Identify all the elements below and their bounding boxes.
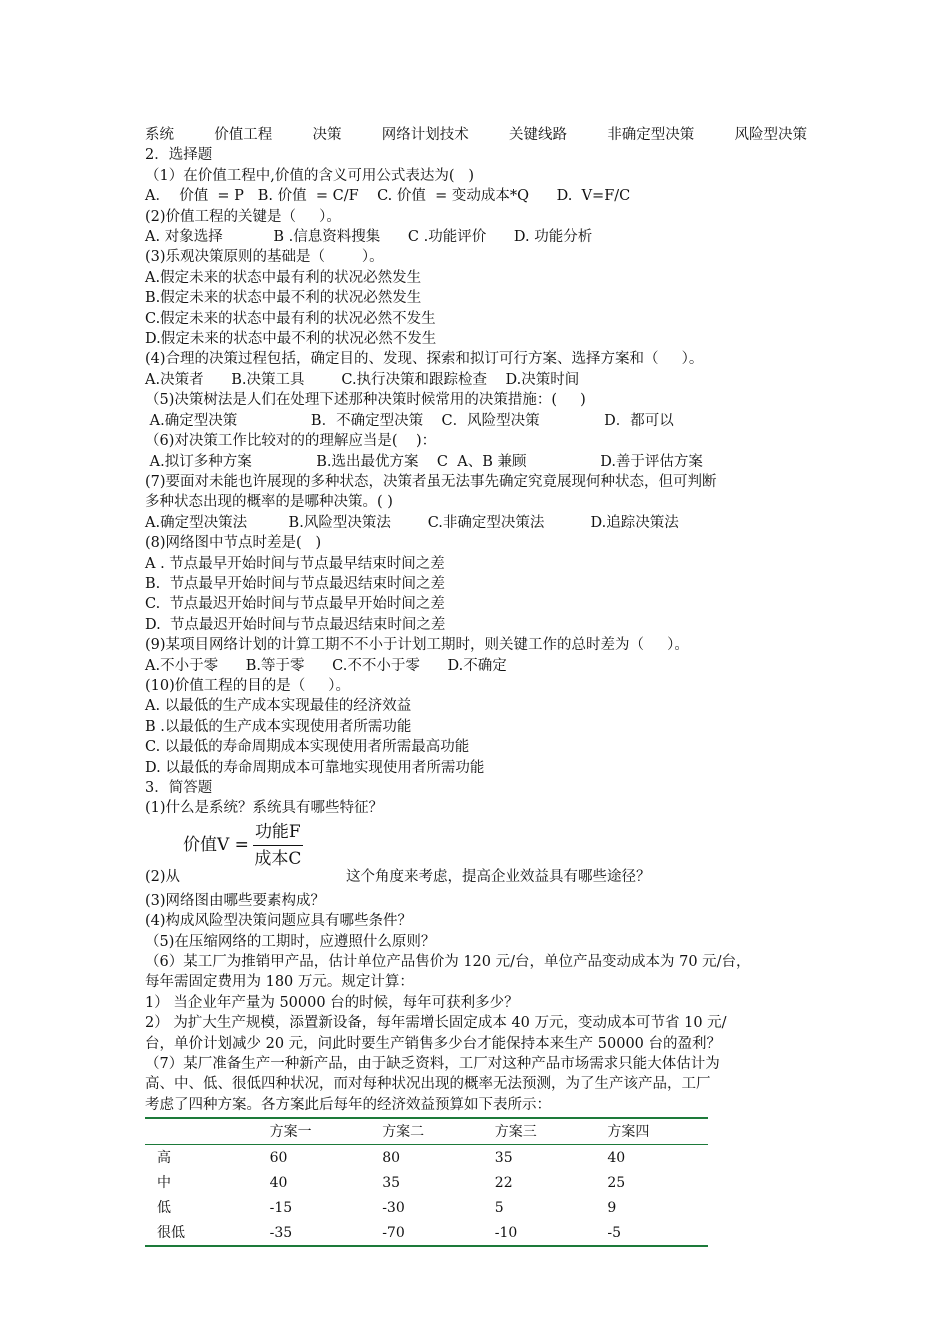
table-cell: 低 xyxy=(157,1199,171,1216)
question-line: 多种状态出现的概率的是哪种决策。( ) xyxy=(145,494,393,511)
document-content xyxy=(145,125,815,1247)
table-cell: 35 xyxy=(494,1149,513,1166)
formula-numerator: 功能F xyxy=(253,821,303,846)
question-prefix: (2)从 xyxy=(145,868,181,885)
table-cell: 40 xyxy=(607,1149,626,1166)
question-line: C.假定未来的状态中最有利的状况必然不发生 xyxy=(145,310,436,327)
table-row xyxy=(145,1170,708,1195)
table-cell: 25 xyxy=(607,1174,626,1191)
question-line: 考虑了四种方案。各方案此后每年的经济效益预算如下表所示： xyxy=(145,1096,551,1113)
question-line: A.假定未来的状态中最有利的状况必然发生 xyxy=(145,269,422,286)
benefit-table xyxy=(145,1117,708,1247)
question-line: B. 节点最早开始时间与节点最迟结束时间之差 xyxy=(145,575,445,592)
question-line: （7）某厂准备生产一种新产品，由于缺乏资料，工厂对这种产品市场需求只能大体估计为 xyxy=(145,1056,720,1073)
question-line: （1）在价值工程中,价值的含义可用公式表达为( ) xyxy=(145,167,474,184)
keyword-line xyxy=(145,125,807,145)
table-cell: -70 xyxy=(382,1224,405,1241)
keyword: 决策 xyxy=(312,127,342,143)
table-cell: 35 xyxy=(382,1174,401,1191)
keyword: 关键线路 xyxy=(509,127,567,143)
question-line: A. 对象选择 B .信息资料搜集 C .功能评价 D. 功能分析 xyxy=(145,229,593,246)
question-line: (2)价值工程的关键是（ ）。 xyxy=(145,208,341,225)
table-header-cell: 方案一 xyxy=(258,1118,371,1145)
question-line: 2） 为扩大生产规模，添置新设备，每年需增长固定成本 40 万元，变动成本可节省 10 元/ xyxy=(145,1015,727,1032)
table-cell: -5 xyxy=(607,1224,622,1241)
question-line: (4)构成风险型决策问题应具有哪些条件？ xyxy=(145,913,413,930)
table-header-row xyxy=(145,1118,708,1145)
formula-denominator: 成本C xyxy=(254,848,302,869)
table-header-cell: 方案三 xyxy=(483,1118,596,1145)
table-cell: 60 xyxy=(269,1149,288,1166)
keyword: 网络计划技术 xyxy=(381,127,469,143)
section-title: 2．选择题 xyxy=(145,147,213,164)
question-line: (10)价值工程的目的是（ ）。 xyxy=(145,677,351,694)
question-line xyxy=(145,867,651,887)
question-line: A. 以最低的生产成本实现最佳的经济效益 xyxy=(145,698,412,715)
table-row xyxy=(145,1220,708,1246)
question-line: B.假定未来的状态中最不利的状况必然发生 xyxy=(145,290,422,307)
keyword: 非确定型决策 xyxy=(607,127,695,143)
question-line: 台，单价计划减少 20 元，问此时要生产销售多少台才能保持本来生产 50000 台的盈利？ xyxy=(145,1035,722,1052)
formula-fraction xyxy=(253,821,303,870)
question-line: (4)合理的决策过程包括，确定目的、发现、探索和拟订可行方案、选择方案和（ ）。 xyxy=(145,351,704,368)
table-cell: -35 xyxy=(269,1224,293,1241)
table-cell: -30 xyxy=(382,1199,405,1216)
question-line: (3)乐观决策原则的基础是（ ）。 xyxy=(145,249,384,266)
question-line: 每年需固定费用为 180 万元。规定计算： xyxy=(145,974,414,991)
question-line: A.确定型决策法 B.风险型决策法 C.非确定型决策法 D.追踪决策法 xyxy=(145,514,679,531)
table-cell: 22 xyxy=(494,1174,513,1191)
question-line: B .以最低的生产成本实现使用者所需功能 xyxy=(145,718,412,735)
table-cell: 高 xyxy=(157,1149,171,1166)
value-formula xyxy=(183,821,303,870)
table-row xyxy=(145,1195,708,1220)
question-line: 1） 当企业年产量为 50000 台的时候，每年可获利多少？ xyxy=(145,994,519,1011)
table-row xyxy=(145,1145,708,1171)
keyword: 风险型决策 xyxy=(734,127,807,143)
question-line: A . 节点最早开始时间与节点最早结束时间之差 xyxy=(145,555,445,572)
question-line: (3)网络图由哪些要素构成？ xyxy=(145,892,326,909)
question-line: D. 以最低的寿命周期成本可靠地实现使用者所需功能 xyxy=(145,759,485,776)
question-line: （6）某工厂为推销甲产品，估计单位产品售价为 120 元/台，单位产品变动成本为 70 元/台， xyxy=(145,954,751,971)
table-cell: 中 xyxy=(157,1174,171,1191)
question-suffix: 这个角度来考虑，提高企业效益具有哪些途径？ xyxy=(346,868,651,885)
table-cell: -15 xyxy=(269,1199,293,1216)
choice-questions xyxy=(145,166,815,778)
question-line: D. 节点最迟开始时间与节点最迟结束时间之差 xyxy=(145,616,446,633)
section-title: 3．简答题 xyxy=(145,780,213,796)
question-line: (7)要面对未能也许展现的多种状态，决策者虽无法事先确定究竟展现何种状态，但可判断 xyxy=(145,473,717,490)
question-line: A． 价值 = P B. 价值 = C/F C. 价值 = 变动成本*Q D. V=F/C xyxy=(145,188,631,205)
table-cell: 40 xyxy=(269,1174,288,1191)
table-cell: 9 xyxy=(607,1199,617,1216)
question-line: （5)在压缩网络的工期时，应遵照什么原则？ xyxy=(145,933,436,950)
question-line: A.拟订多种方案 B.选出最优方案 C A、B 兼顾 D.善于评估方案 xyxy=(145,453,703,470)
table-header-cell: 方案二 xyxy=(370,1118,483,1145)
question-line: D.假定未来的状态中最不利的状况必然不发生 xyxy=(145,331,437,348)
table-cell: -10 xyxy=(494,1224,518,1241)
question-line: (1)什么是系统？系统具有哪些特征？ xyxy=(145,800,384,817)
question-line: A.确定型决策 B．不确定型决策 C．风险型决策 D．都可以 xyxy=(145,412,674,429)
table-cell: 很低 xyxy=(157,1224,185,1241)
formula-lhs: 价值V = xyxy=(183,835,249,856)
question-line: C. 节点最迟开始时间与节点最早开始时间之差 xyxy=(145,596,445,613)
question-line: C. 以最低的寿命周期成本实现使用者所需最高功能 xyxy=(145,739,470,756)
short-questions xyxy=(145,891,815,1115)
question-line: A.决策者 B.决策工具 C.执行决策和跟踪检查 D.决策时间 xyxy=(145,371,580,388)
question-line: (8)网络图中节点时差是( ) xyxy=(145,535,322,552)
keyword: 价值工程 xyxy=(214,127,273,143)
question-line: A.不小于零 B.等于零 C.不不小于零 D.不确定 xyxy=(145,657,507,674)
table-header-cell xyxy=(145,1118,258,1145)
question-line: （6)对决策工作比较对的的理解应当是( )： xyxy=(145,433,437,450)
question-line: 高、中、低、很低四种状况，而对每种状况出现的概率无法预测，为了生产该产品，工厂 xyxy=(145,1076,711,1093)
table-header-cell: 方案四 xyxy=(595,1118,708,1145)
question-line: (9)某项目网络计划的计算工期不不小于计划工期时，则关键工作的总时差为（ ）。 xyxy=(145,637,689,654)
value-formula-block xyxy=(145,819,815,891)
table-cell: 5 xyxy=(494,1199,504,1216)
question-line: （5)决策树法是人们在处理下述那种决策时候常用的决策措施：( ) xyxy=(145,392,586,409)
table-cell: 80 xyxy=(382,1149,401,1166)
keyword: 系统 xyxy=(145,127,174,143)
